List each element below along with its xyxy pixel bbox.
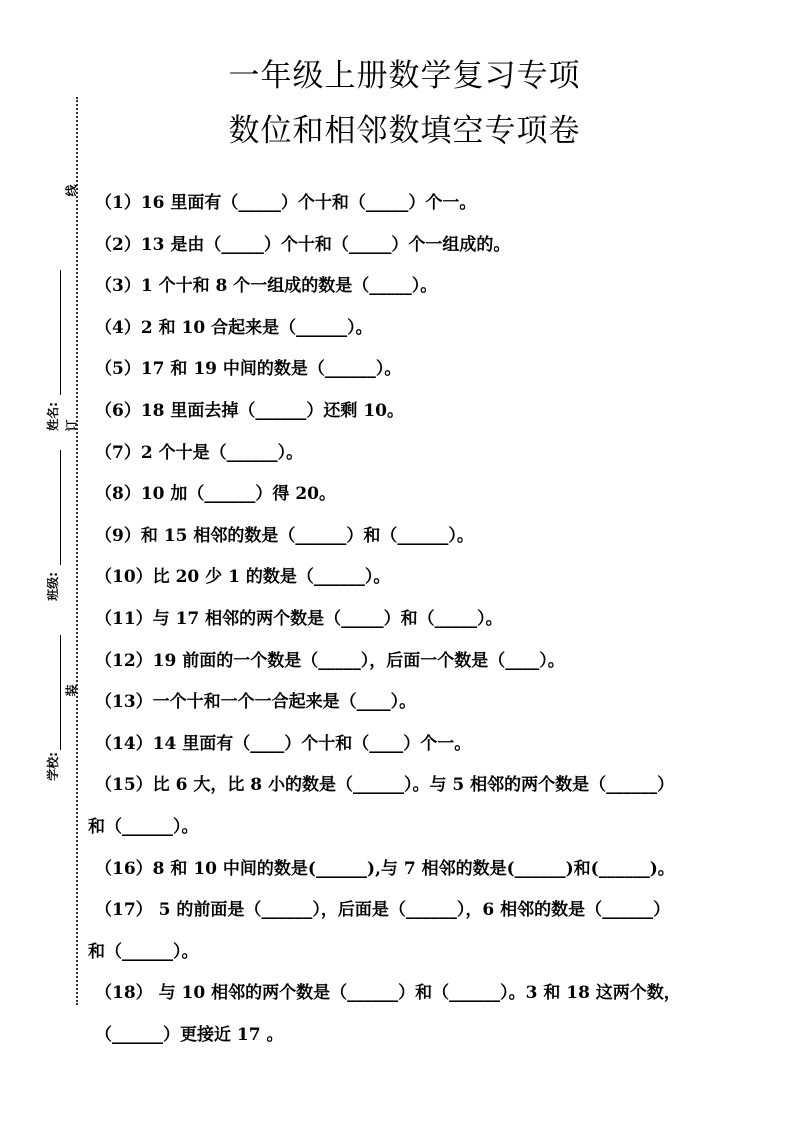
question-continuation: 和（______）。 bbox=[88, 817, 199, 837]
question-item: （13）一个十和一个一合起来是（____）。 bbox=[95, 692, 417, 713]
question-item: （6）18 里面去掉（______）还剩 10。 bbox=[95, 401, 404, 421]
question-item: （2）13 是由（_____）个十和（_____）个一组成的。 bbox=[95, 234, 511, 255]
question-item: （11）与 17 相邻的两个数是（_____）和（_____）。 bbox=[95, 609, 503, 629]
school-label: 学校: bbox=[45, 752, 60, 781]
name-label: 姓名: bbox=[45, 402, 60, 431]
question-item: （7）2 个十是（______）。 bbox=[95, 442, 304, 463]
class-label: 班级: bbox=[45, 572, 60, 601]
question-item: （18） 与 10 相邻的两个数是（______）和（______）。3 和 18 这两个数， bbox=[95, 983, 681, 1004]
question-item: （9）和 15 相邻的数是（______）和（______）。 bbox=[95, 525, 474, 546]
class-field-line bbox=[60, 450, 61, 565]
binding-dotted-line bbox=[76, 97, 78, 1005]
question-item: （10）比 20 少 1 的数是（______）。 bbox=[95, 567, 391, 588]
binding-label-xian: 线 bbox=[64, 184, 79, 197]
question-item: （15）比 6 大，比 8 小的数是（______）。与 5 相邻的两个数是（______） bbox=[95, 775, 675, 796]
question-item: （16）8 和 10 中间的数是(______),与 7 相邻的数是(______)和(______)。 bbox=[95, 858, 675, 879]
question-item: （14）14 里面有（____）个十和（____）个一。 bbox=[95, 733, 472, 754]
school-field-line bbox=[60, 635, 61, 750]
question-item: （12）19 前面的一个数是（_____），后面一个数是（____）。 bbox=[95, 650, 565, 671]
question-item: （17） 5 的前面是（______），后面是（______），6 相邻的数是（______） bbox=[95, 900, 671, 921]
binding-label-zhuang: 装 bbox=[64, 684, 79, 697]
question-item: （4）2 和 10 合起来是（______）。 bbox=[95, 317, 373, 338]
question-item: （8）10 加（______）得 20。 bbox=[95, 484, 336, 505]
title-line-2: 数位和相邻数填空专项卷 bbox=[228, 113, 581, 149]
title-line-1: 一年级上册数学复习专项 bbox=[228, 58, 581, 94]
binding-label-ding: 订 bbox=[64, 419, 79, 432]
question-item: （5）17 和 19 中间的数是（______）。 bbox=[95, 359, 402, 380]
name-field-line bbox=[60, 270, 61, 395]
question-item: （1）16 里面有（_____）个十和（_____）个一。 bbox=[95, 193, 477, 213]
question-item: （3）1 个十和 8 个一组成的数是（_____）。 bbox=[95, 276, 438, 297]
question-item: （______）更接近 17 。 bbox=[95, 1025, 284, 1045]
question-continuation: 和（______）。 bbox=[88, 941, 199, 962]
